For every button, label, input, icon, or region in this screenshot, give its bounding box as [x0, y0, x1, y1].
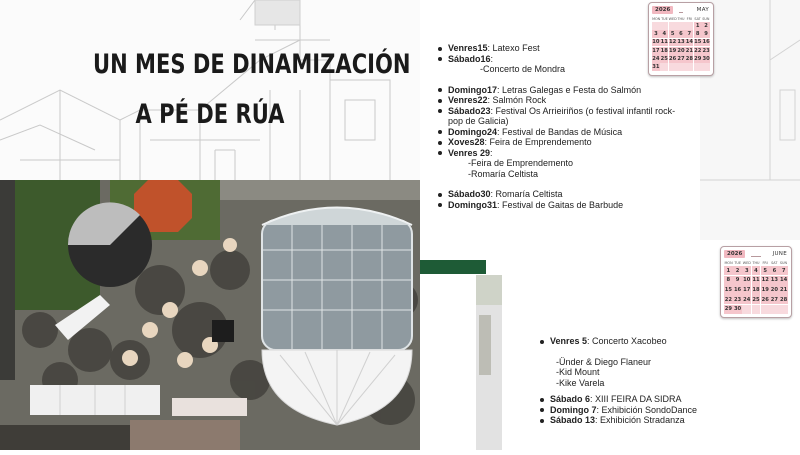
event-day: Sábado 6 — [550, 394, 591, 404]
weekday-label: SAT — [694, 17, 701, 21]
calendar-day-cell: 14 — [780, 277, 788, 284]
event-text: : Latexo Fest — [487, 43, 540, 53]
calendar-may-divider — [679, 12, 683, 13]
event-text: : Exhibición SondoDance — [596, 404, 698, 415]
event-sub-item: -Kid Mount — [556, 367, 600, 377]
event-text: : XIII FEIRA DA SIDRA — [590, 394, 682, 404]
may-events-list — [438, 43, 688, 210]
weekday-label: MON — [724, 261, 733, 265]
weekday-label: TUE — [734, 261, 742, 265]
list-item — [438, 148, 688, 159]
calendar-day-cell: 6 — [677, 30, 685, 38]
calendar-day-cell: 12 — [669, 39, 677, 46]
calendar-day-cell — [669, 22, 677, 30]
list-spacer — [438, 75, 688, 85]
calendar-day-cell — [677, 22, 685, 30]
calendar-day-cell — [685, 22, 693, 30]
page-title — [93, 40, 411, 140]
event-text: : Festival de Bandas de Música — [497, 126, 623, 137]
weekday-label: MON — [652, 17, 661, 21]
calendar-day-cell: 6 — [770, 266, 779, 275]
calendar-day-cell: 12 — [761, 277, 769, 284]
calendar-day-cell: 8 — [694, 30, 702, 38]
calendar-may-header — [649, 3, 713, 16]
calendar-day-cell: 31 — [652, 64, 660, 71]
calendar-day-cell: 19 — [669, 47, 677, 54]
calendar-day-cell — [742, 305, 751, 314]
weekday-label: WED — [742, 261, 751, 265]
calendar-day-cell — [694, 63, 702, 71]
list-item — [438, 95, 688, 106]
calendar-day-cell — [761, 305, 770, 314]
calendar-day-cell: 11 — [660, 39, 668, 46]
street-thumbnail-illustration — [476, 275, 502, 450]
event-text: : — [490, 53, 494, 64]
list-item — [438, 106, 688, 127]
calendar-day-cell — [770, 305, 779, 314]
calendar-day-cell: 26 — [669, 55, 677, 62]
calendar-day-cell: 25 — [660, 55, 668, 62]
calendar-day-cell: 23 — [733, 296, 742, 303]
calendar-day-cell: 27 — [770, 296, 779, 303]
list-item — [540, 336, 740, 347]
calendar-day-cell: 26 — [761, 296, 769, 303]
calendar-day-cell — [660, 22, 668, 30]
calendar-day-cell: 13 — [770, 277, 779, 284]
calendar-day-cell: 2 — [733, 266, 742, 275]
calendar-day-cell: 24 — [652, 55, 660, 62]
weekday-label: WED — [668, 17, 677, 21]
calendar-day-cell: 5 — [761, 266, 770, 275]
event-day: Domingo24 — [448, 126, 498, 137]
list-item — [438, 200, 688, 211]
weekday-label: FRI — [686, 17, 692, 21]
calendar-day-cell: 3 — [652, 30, 660, 38]
title-line-1: UN MES DE DINAMIZACIÓN — [93, 49, 411, 80]
calendar-day-cell: 17 — [652, 47, 660, 54]
event-sub-item: -Ünder & Diego Flaneur — [556, 356, 652, 367]
event-day: Venres15 — [448, 43, 488, 53]
title-line-2: A PÉ DE RÚA — [135, 99, 285, 130]
calendar-day-cell: 30 — [702, 55, 710, 62]
calendar-day-cell: 24 — [743, 296, 751, 303]
calendar-day-cell: 18 — [752, 286, 760, 293]
list-item — [438, 127, 688, 138]
weekday-label: FRI — [762, 261, 768, 265]
calendar-may-year: 2026 — [652, 6, 673, 14]
event-day: Domingo17 — [448, 84, 498, 95]
calendar-day-cell: 28 — [685, 55, 693, 62]
calendar-day-cell: 3 — [742, 266, 751, 275]
event-text: : Exhibición Stradanza — [595, 415, 685, 425]
event-text: : Feira de Emprendemento — [484, 137, 592, 147]
list-item — [438, 54, 688, 65]
event-day: Sábado 13 — [550, 415, 596, 425]
calendar-day-cell: 17 — [743, 286, 751, 293]
calendar-day-cell: 13 — [677, 39, 685, 46]
calendar-june-grid — [721, 266, 791, 317]
aerial-event-photo — [0, 180, 420, 450]
weekday-label: THU — [677, 17, 685, 21]
calendar-day-cell: 1 — [694, 22, 702, 30]
calendar-day-cell: 25 — [752, 296, 760, 303]
event-text: : Letras Galegas e Festa do Salmón — [497, 84, 642, 95]
event-sub-item: -Kike Varela — [556, 377, 605, 388]
calendar-day-cell: 10 — [652, 39, 660, 46]
calendar-day-cell: 9 — [733, 276, 742, 285]
list-item — [540, 415, 740, 426]
calendar-day-cell: 4 — [752, 266, 761, 275]
calendar-day-cell: 5 — [669, 30, 677, 38]
calendar-day-cell: 19 — [761, 286, 769, 293]
building-sketch-illustration — [700, 0, 800, 240]
calendar-day-cell — [702, 63, 710, 71]
building-sketch-right — [700, 0, 800, 240]
event-day: Venres22 — [448, 95, 488, 105]
aerial-event-illustration — [0, 180, 420, 450]
event-day: Sábado16 — [448, 53, 491, 64]
list-item — [438, 137, 688, 148]
list-item — [438, 189, 688, 200]
weekday-label: TUE — [661, 17, 668, 21]
calendar-day-cell: 20 — [677, 47, 685, 54]
list-spacer — [438, 179, 688, 189]
calendar-day-cell: 14 — [685, 39, 693, 46]
calendar-june — [720, 246, 792, 318]
calendar-day-cell: 11 — [752, 277, 760, 284]
calendar-day-cell: 4 — [660, 30, 668, 38]
calendar-day-cell: 22 — [694, 47, 702, 54]
calendar-day-cell: 10 — [743, 277, 751, 284]
calendar-june-year: 2026 — [724, 250, 745, 258]
list-item — [438, 85, 688, 96]
calendar-day-cell: 15 — [694, 39, 702, 46]
calendar-day-cell: 28 — [780, 296, 788, 303]
calendar-june-month: JUNE — [772, 251, 787, 257]
weekday-label: SUN — [702, 17, 710, 21]
calendar-day-cell: 29 — [724, 306, 732, 313]
calendar-day-cell — [652, 22, 660, 30]
event-sub-item: -Concerto de Mondra — [480, 64, 566, 74]
calendar-day-cell: 30 — [733, 306, 742, 313]
calendar-june-divider — [751, 256, 761, 257]
event-sub-item: -Romaría Celtista — [468, 168, 539, 179]
event-day: Venres 5 — [550, 336, 588, 346]
calendar-day-cell: 27 — [677, 55, 685, 62]
calendar-day-cell: 1 — [724, 266, 733, 275]
gray-side-strip — [476, 275, 502, 450]
calendar-day-cell: 29 — [694, 55, 702, 62]
event-text: : Salmón Rock — [487, 95, 547, 105]
calendar-day-cell: 9 — [702, 30, 710, 38]
event-day: Xoves28 — [448, 137, 485, 147]
event-text: : — [490, 147, 493, 158]
calendar-day-cell: 21 — [685, 47, 693, 54]
list-item — [540, 394, 740, 405]
event-sub-item: -Feira de Emprendemento — [468, 158, 574, 168]
calendar-day-cell: 7 — [685, 30, 693, 38]
june-events-list — [540, 336, 740, 426]
calendar-day-cell: 20 — [770, 286, 779, 293]
list-spacer — [540, 347, 740, 357]
event-text: : Romaría Celtista — [490, 189, 563, 199]
calendar-day-cell: 21 — [780, 286, 788, 293]
event-day: Domingo31 — [448, 199, 498, 210]
event-text: : Festival de Gaitas de Barbude — [497, 199, 624, 210]
event-day: Sábado23 — [448, 105, 491, 116]
weekday-label: SAT — [771, 261, 778, 265]
calendar-day-cell: 15 — [724, 286, 732, 293]
event-text: : Concerto Xacobeo — [587, 336, 667, 346]
list-item — [438, 43, 688, 54]
event-text: : Festival Os Arrieiriños (o festival infantil rock-pop de Galicia) — [448, 105, 676, 126]
calendar-day-cell: 22 — [724, 296, 732, 303]
calendar-day-cell: 7 — [779, 266, 788, 275]
calendar-day-cell: 23 — [702, 47, 710, 54]
event-day: Sábado30 — [448, 189, 491, 199]
calendar-may-month: MAY — [696, 7, 709, 13]
calendar-day-cell: 16 — [733, 286, 742, 293]
list-item — [540, 405, 740, 416]
calendar-day-cell — [779, 305, 788, 314]
calendar-day-cell: 8 — [724, 276, 733, 285]
calendar-day-cell — [752, 305, 761, 314]
event-day: Domingo 7 — [550, 404, 597, 415]
calendar-june-header — [721, 247, 791, 260]
calendar-day-cell: 18 — [660, 47, 668, 54]
weekday-label: THU — [752, 261, 760, 265]
calendar-day-cell: 2 — [702, 22, 710, 30]
green-accent-band — [420, 260, 486, 274]
event-day: Venres 29 — [448, 147, 491, 158]
calendar-day-cell: 16 — [702, 39, 710, 46]
weekday-label: SUN — [779, 261, 787, 265]
